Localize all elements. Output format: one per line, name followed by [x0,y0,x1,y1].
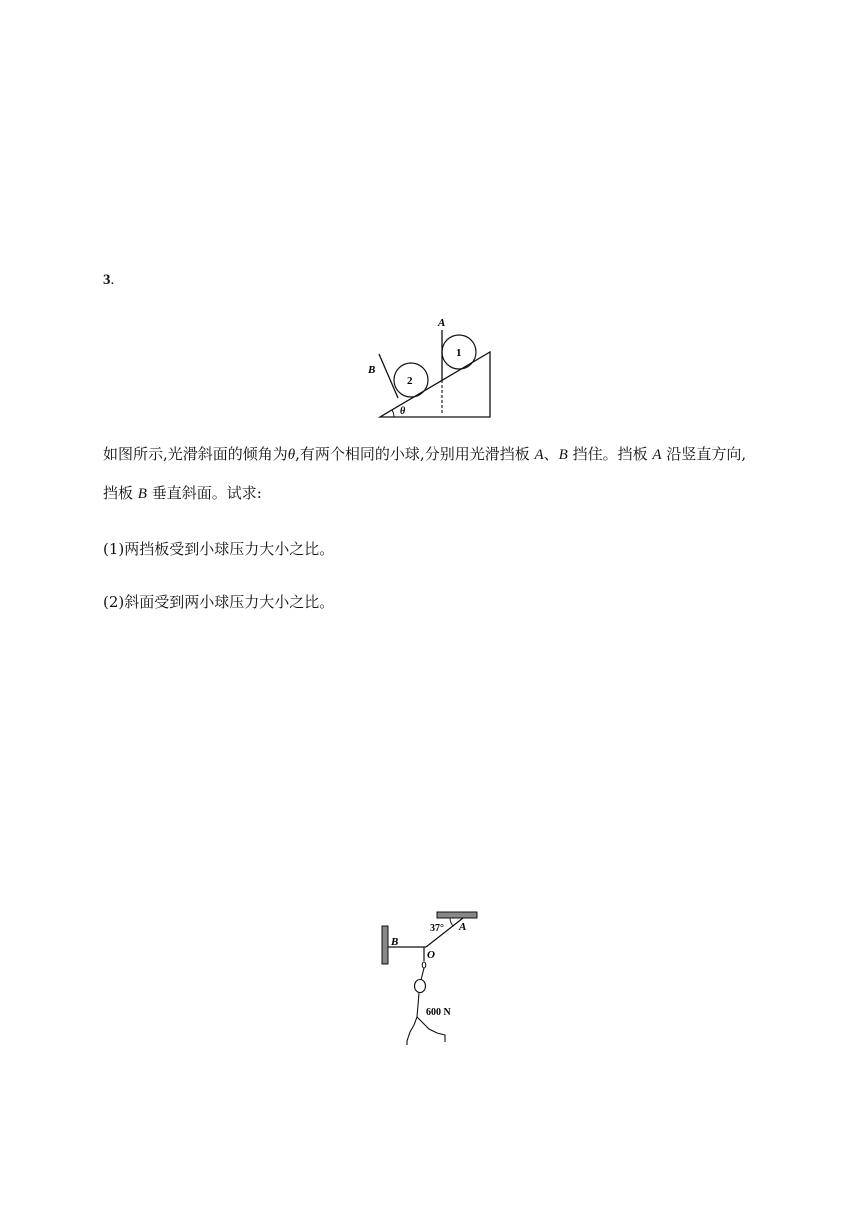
ball-1-label: 1 [456,347,462,359]
weight-label: 600 N [426,1007,451,1018]
incline-figure [360,310,500,422]
question-text-line-2: 挡板 B 垂直斜面。试求: [103,484,262,502]
rope-figure [372,905,484,1050]
board-A-label: A [438,317,446,329]
angle-arc [392,410,394,417]
question-text-line-1: 如图所示,光滑斜面的倾角为θ,有两个相同的小球,分别用光滑挡板 A、B 挡住。挡板 A 沿竖直方向, [103,445,747,463]
board-B [379,354,398,398]
question-number: 3. [103,272,115,288]
point-B-label: B [391,936,399,948]
angle-37-arc [450,918,453,926]
angle-37-label: 37° [430,923,444,934]
sub-question-2: (2)斜面受到两小球压力大小之比。 [103,593,335,611]
ball-2-label: 2 [407,375,413,387]
rope-ring [422,962,426,968]
sub-question-1: (1)两挡板受到小球压力大小之比。 [103,540,335,558]
rope-to-head [421,968,424,980]
point-O-label: O [427,949,435,961]
board-B-label: B [368,364,376,376]
person-leg [417,1017,445,1042]
ceiling-plate [437,912,477,918]
angle-label: θ [400,406,406,417]
wall-plate [382,926,388,964]
point-A-label: A [459,921,467,933]
person-head [415,980,426,993]
person-body [407,993,419,1045]
